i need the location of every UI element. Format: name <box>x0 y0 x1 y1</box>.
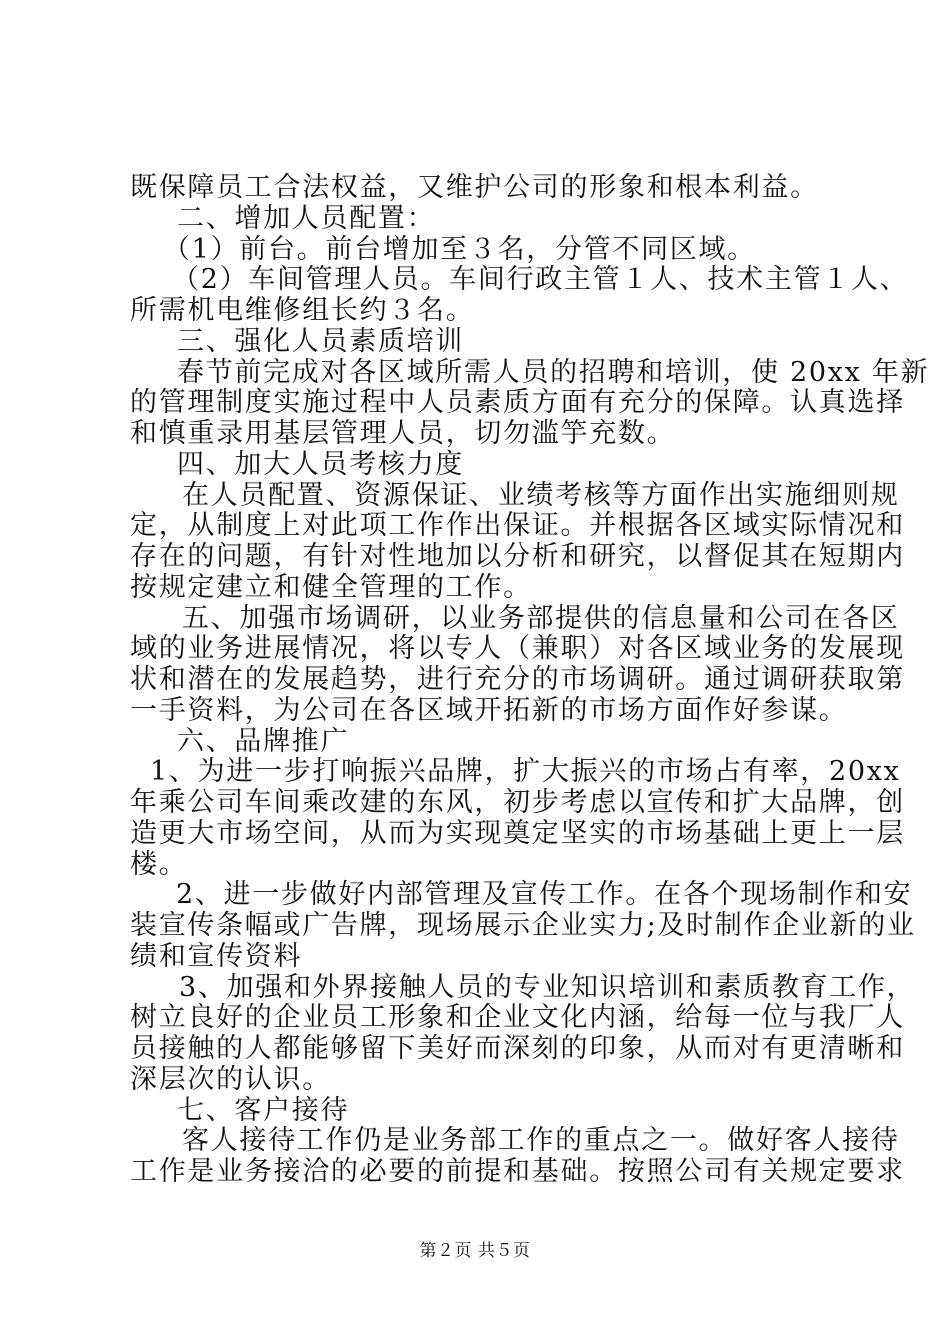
section-heading-5: 五、加强市场调研，以业务部提供的信息量和公司在各区 <box>182 603 900 634</box>
text-line-29: 员接触的人都能够留下美好而深刻的印象，从而对有更清晰和 <box>130 1033 905 1064</box>
text-line-24: 2、进一步做好内部管理及宣传工作。在各个现场制作和安 <box>176 879 913 910</box>
text-line-18: 一手资料，为公司在各区域开拓新的市场方面作好参谋。 <box>130 695 848 726</box>
text-line-17: 状和潜在的发展趋势，进行充分的市场调研。通过调研获取第 <box>130 664 905 695</box>
text-line-33: 工作是业务接洽的必要的前提和基础。按照公司有关规定要求 <box>130 1156 905 1187</box>
section-heading-2: 二、增加人员配置： <box>177 203 436 234</box>
page-number-footer: 第２页 共５页 <box>419 1241 531 1261</box>
text-line-1: 既保障员工合法权益，又维护公司的形象和根本利益。 <box>130 172 819 203</box>
text-line-22: 造更大市场空间，从而为实现奠定坚实的市场基础上更上一层 <box>130 818 905 849</box>
text-line-20: 1、为进一步打响振兴品牌，扩大振兴的市场占有率，20xx <box>150 756 901 787</box>
section-heading-4: 四、加大人员考核力度 <box>177 449 464 480</box>
text-line-4: （2）车间管理人员。车间行政主管１人、技术主管１人、 <box>172 264 909 295</box>
text-line-11: 在人员配置、资源保证、业绩考核等方面作出实施细则规 <box>182 480 900 511</box>
text-line-5: 所需机电维修组长约３名。 <box>130 295 475 326</box>
text-line-26: 绩和宣传资料 <box>130 941 303 972</box>
text-line-28: 树立良好的企业员工形象和企业文化内涵，给每一位与我厂人 <box>130 1002 905 1033</box>
text-line-23: 楼。 <box>130 849 188 880</box>
text-line-13: 存在的问题，有针对性地加以分析和研究，以督促其在短期内 <box>130 541 905 572</box>
section-heading-7: 七、客户接待 <box>177 1095 350 1126</box>
text-line-7: 春节前完成对各区域所需人员的招聘和培训，使 20xx 年新 <box>177 357 930 388</box>
text-line-8: 的管理制度实施过程中人员素质方面有充分的保障。认真选择 <box>130 387 905 418</box>
text-line-21: 年乘公司车间乘改建的东风，初步考虑以宣传和扩大品牌，创 <box>130 787 905 818</box>
text-line-16: 域的业务进展情况，将以专人（兼职）对各区域业务的发展现 <box>130 633 905 664</box>
section-heading-3: 三、强化人员素质培训 <box>177 326 464 357</box>
text-line-14: 按规定建立和健全管理的工作。 <box>130 572 532 603</box>
text-line-32: 客人接待工作仍是业务部工作的重点之一。做好客人接待 <box>182 1125 900 1156</box>
text-line-25: 装宣传条幅或广告牌，现场展示企业实力;及时制作企业新的业 <box>130 910 916 941</box>
text-line-3: （1）前台。前台增加至３名，分管不同区域。 <box>163 234 756 265</box>
text-line-27: 3、加强和外界接触人员的专业知识培训和素质教育工作， <box>179 972 916 1003</box>
text-line-30: 深层次的认识。 <box>130 1064 331 1095</box>
text-line-12: 定，从制度上对此项工作作出保证。并根据各区域实际情况和 <box>130 510 905 541</box>
text-line-9: 和慎重录用基层管理人员，切勿滥竽充数。 <box>130 418 676 449</box>
section-heading-6: 六、品牌推广 <box>177 726 350 757</box>
